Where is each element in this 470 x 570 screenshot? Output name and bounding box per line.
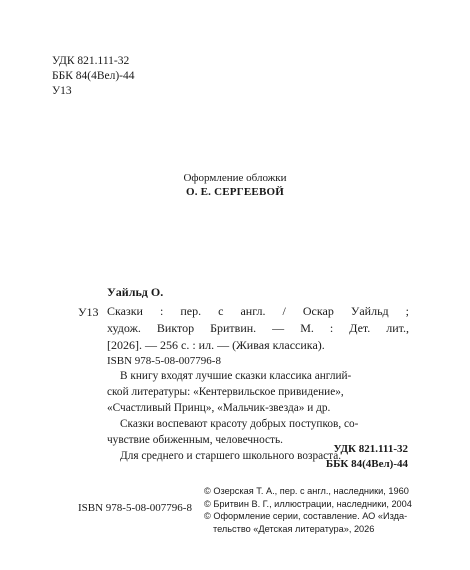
author-code-left: У13 (78, 305, 99, 319)
description-line: Сказки : пер. с англ. / Оскар Уайльд ; (107, 304, 409, 318)
copyright-block (204, 485, 412, 535)
udk-code: УДК 821.111-32 (52, 55, 130, 67)
bibliographic-description (107, 303, 409, 354)
classification-block-right (326, 442, 408, 472)
annotation-line: ской литературы: «Кентервильское привидение», (107, 386, 344, 398)
cover-design-label: Оформление обложки (183, 172, 287, 184)
annotation-line: Для среднего и старшего школьного возраста. (120, 450, 342, 462)
annotation-paragraph (107, 368, 409, 416)
description-line: [2026]. — 256 с. : ил. — (Живая классика). (107, 338, 325, 352)
cover-designer-name: О. Е. СЕРГЕЕВОЙ (185, 186, 284, 198)
book-author: Уайльд О. (107, 285, 164, 299)
bbk-code: ББК 84(4Вел)-44 (325, 458, 408, 470)
isbn-bottom: ISBN 978-5-08-007796-8 (78, 502, 192, 514)
copyright-line: © Озерская Т. А., пер. с англ., наследники, 1960 (204, 486, 409, 496)
copyright-line: тельство «Детская литература», 2026 (213, 523, 375, 534)
copyright-line: © Оформление серии, составление. АО «Изда- (204, 511, 408, 521)
author-code: У13 (52, 85, 72, 97)
annotation-line: чувствие обиженным, человечность. (107, 434, 283, 446)
udk-code: УДК 821.111-32 (333, 443, 408, 455)
bbk-code: ББК 84(4Вел)-44 (52, 70, 135, 82)
classification-block (52, 54, 135, 99)
annotation-line: Сказки воспевают красоту добрых поступков, со- (120, 418, 359, 430)
isbn: ISBN 978-5-08-007796-8 (107, 355, 221, 367)
copyright-line: © Бритвин В. Г., иллюстрации, наследники, 2004 (204, 498, 412, 509)
annotation-line: В книгу входят лучшие сказки классика англий- (120, 370, 352, 382)
annotation-line: «Счастливый Принц», «Мальчик-звезда» и др. (107, 402, 331, 414)
description-line: худож. Виктор Бритвин. — М. : Дет. лит., (107, 321, 409, 335)
